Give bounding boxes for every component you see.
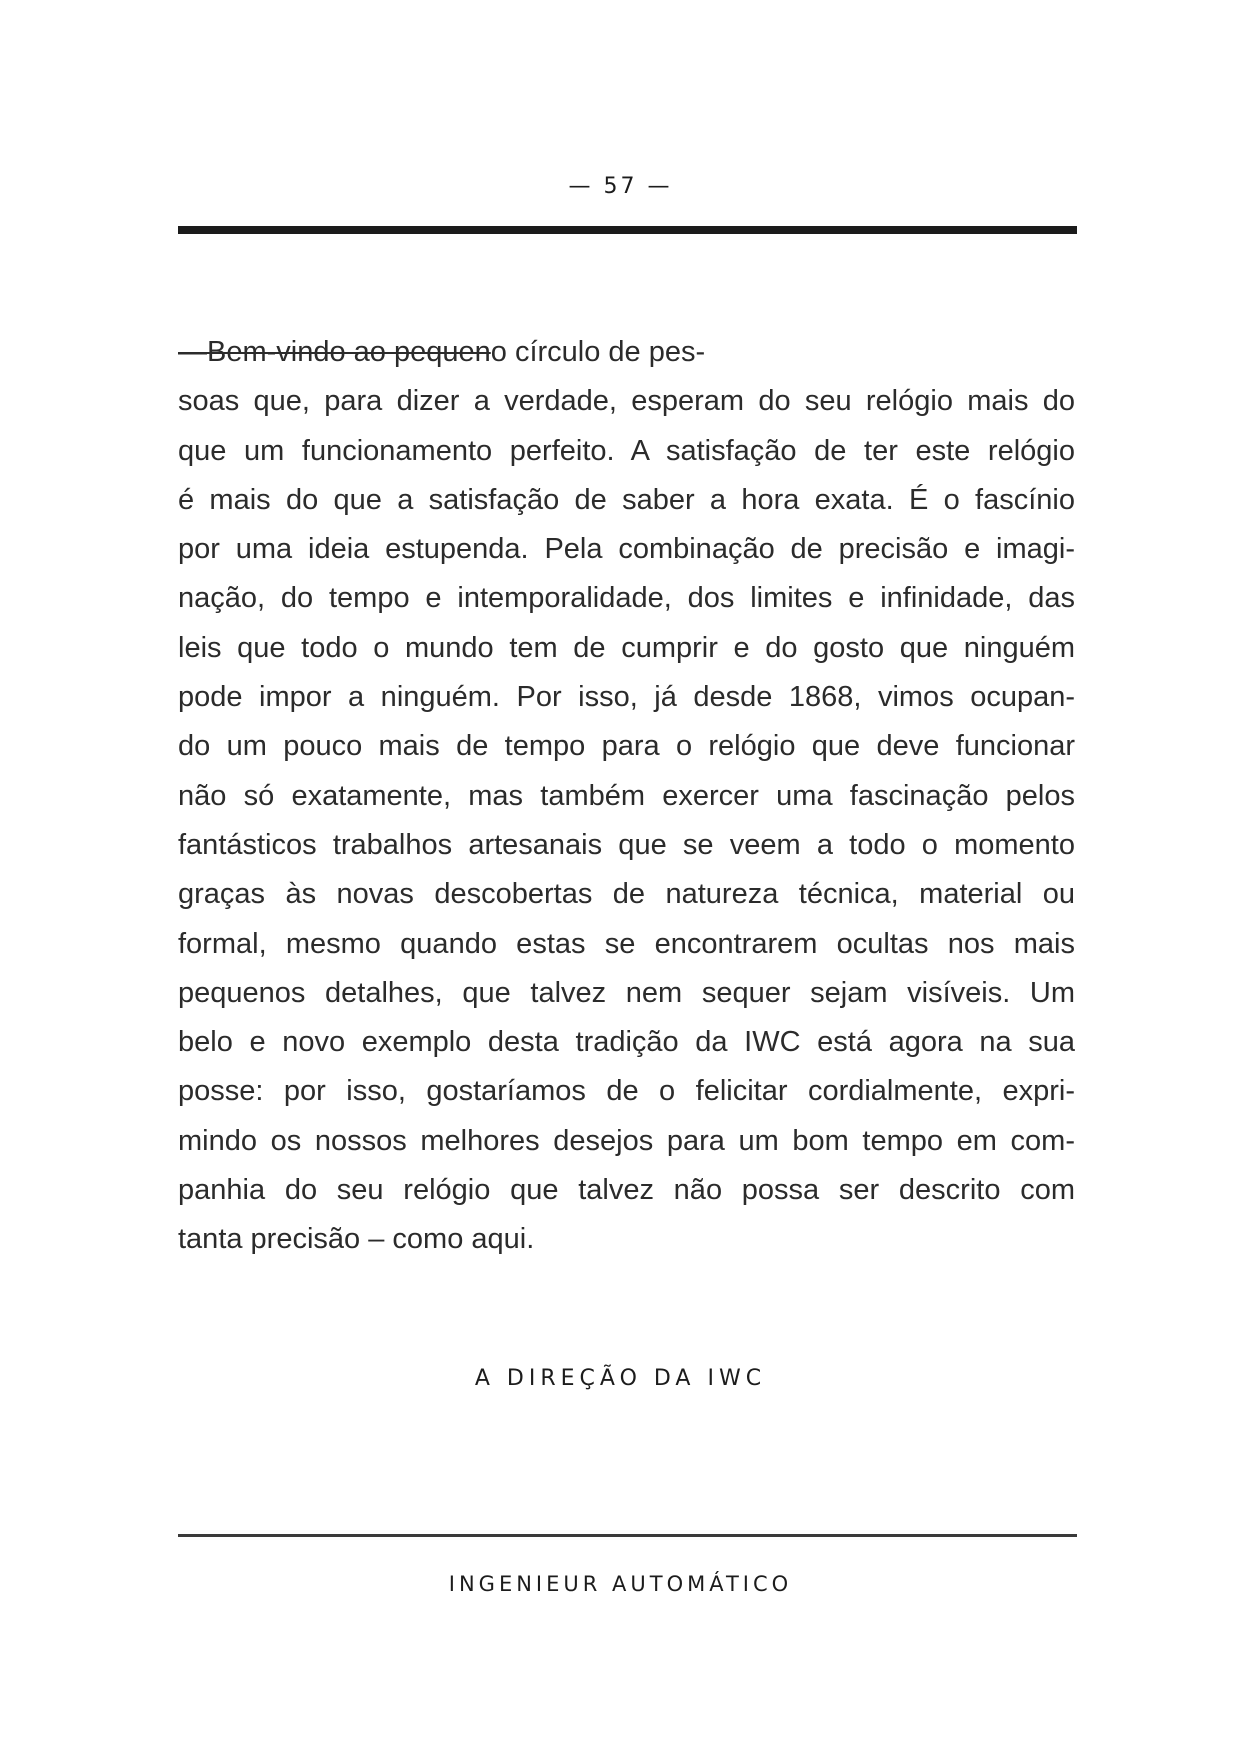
paragraph-line: nação, do tempo e intemporalidade, dos limites e infinidade, das xyxy=(178,582,1075,615)
signature: A DIREÇÃO DA IWC xyxy=(474,1366,767,1391)
paragraph-line: pode impor a ninguém. Por isso, já desde 1868, vimos ocupan- xyxy=(178,681,1075,714)
paragraph-line: não só exatamente, mas também exercer uma fascinação pelos xyxy=(178,779,1075,812)
paragraph-line: formal, mesmo quando estas se encontrarem ocultas nos mais xyxy=(178,927,1075,960)
header-rule xyxy=(178,226,1077,234)
paragraph-line: pequenos detalhes, que talvez nem sequer sejam visíveis. Um xyxy=(178,976,1075,1009)
paragraph-line: leis que todo o mundo tem de cumprir e do gosto que ninguém xyxy=(178,631,1075,664)
paragraph-line: posse: por isso, gostaríamos de o felicitar cordialmente, expri- xyxy=(178,1075,1075,1108)
paragraph-line: por uma ideia estupenda. Pela combinação de precisão e imagi- xyxy=(178,533,1075,566)
paragraph-line-first xyxy=(178,328,1075,377)
footer-title: INGENIEUR AUTOMÁTICO xyxy=(448,1572,793,1596)
footer-rule xyxy=(178,1534,1077,1537)
paragraph-line: do um pouco mais de tempo para o relógio que deve funcionar xyxy=(178,730,1075,763)
paragraph-line: fantásticos trabalhos artesanais que se veem a todo o momento xyxy=(178,828,1075,861)
paragraph-line: graças às novas descobertas de natureza técnica, material ou xyxy=(178,878,1075,911)
paragraph-line: soas que, para dizer a verdade, esperam do seu relógio mais do xyxy=(178,385,1075,418)
struck-text: —Bem-vindo ao pequen xyxy=(178,336,491,368)
paragraph-line: mindo os nossos melhores desejos para um bom tempo em com- xyxy=(178,1124,1075,1157)
body-paragraph xyxy=(178,328,1075,1265)
page-number: — 57 — xyxy=(568,174,673,199)
paragraph-line: que um funcionamento perfeito. A satisfação de ter este relógio xyxy=(178,434,1075,467)
paragraph-line-last: tanta precisão – como aqui. xyxy=(178,1223,535,1256)
paragraph-line: panhia do seu relógio que talvez não possa ser descrito com xyxy=(178,1174,1075,1207)
paragraph-line: é mais do que a satisfação de saber a hora exata. É o fascínio xyxy=(178,483,1075,516)
paragraph-line: belo e novo exemplo desta tradição da IWC está agora na sua xyxy=(178,1026,1075,1059)
first-line-rest: o círculo de pes- xyxy=(490,336,706,368)
